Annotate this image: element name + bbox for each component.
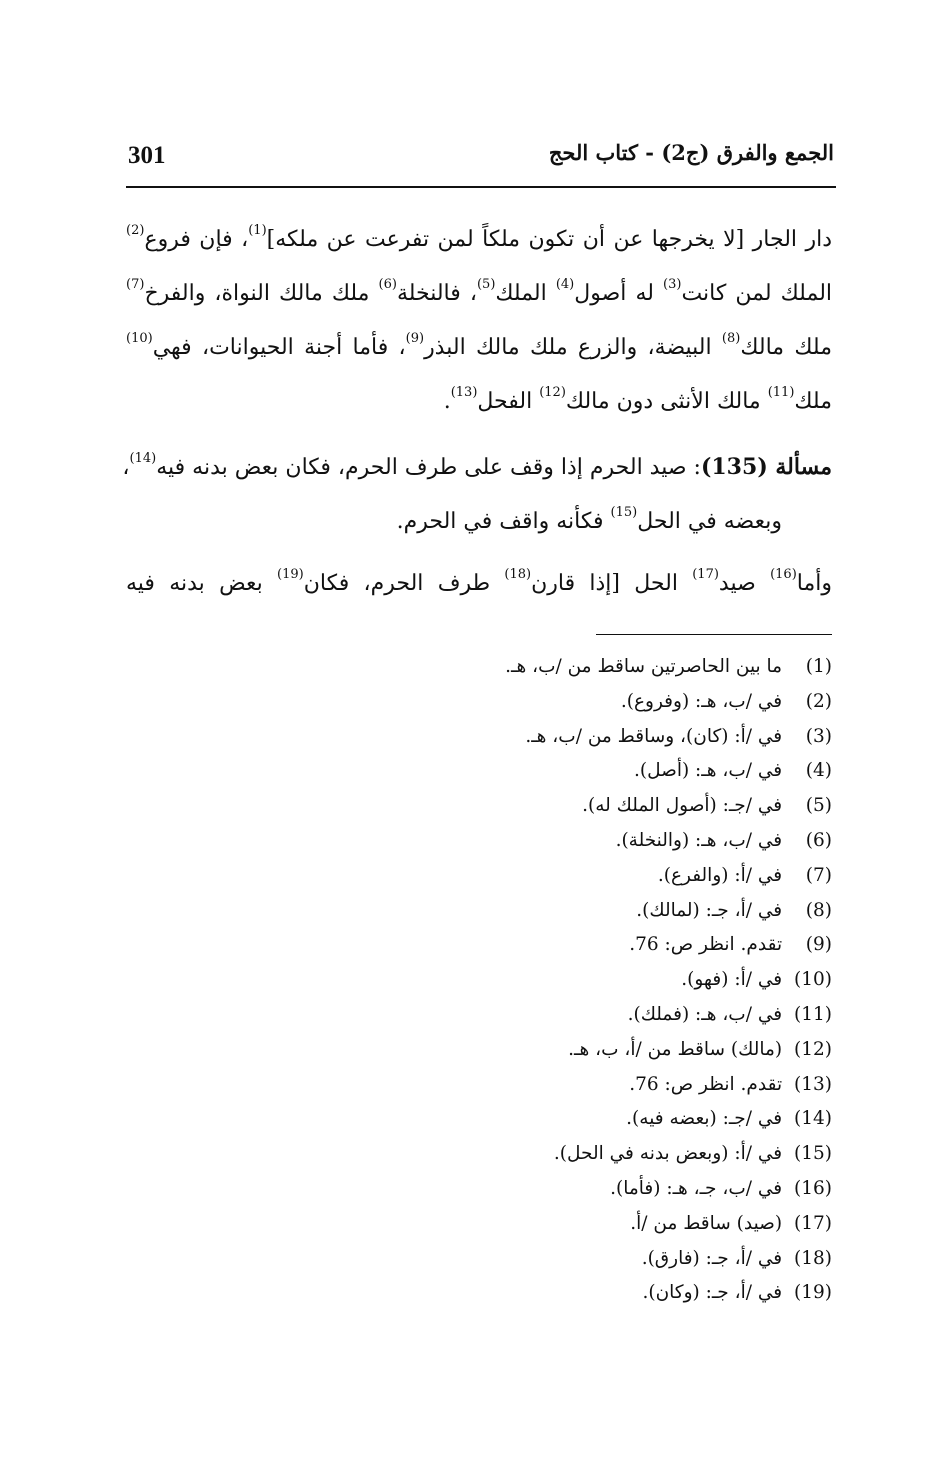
footnote bbox=[126, 1068, 832, 1103]
text-span: ، فأما أجنة الحيوانات، فهي bbox=[152, 335, 406, 360]
paragraph-3 bbox=[126, 548, 832, 602]
footnote-number: (12) bbox=[794, 1038, 832, 1060]
footnote-text: في /جـ: (أصول الملك له). bbox=[582, 795, 783, 817]
footnote-text: في /ب، هـ: (أصل). bbox=[634, 760, 783, 782]
footnote-number: (13) bbox=[794, 1073, 832, 1095]
footnote-number: (7) bbox=[805, 864, 832, 886]
footnote bbox=[126, 1102, 832, 1137]
text-span: الملك لمن كانت bbox=[681, 281, 833, 306]
footnote-ref: (19) bbox=[277, 567, 304, 582]
footnote bbox=[126, 1207, 832, 1242]
text-line bbox=[126, 204, 832, 258]
footnote-ref: (18) bbox=[504, 567, 532, 582]
running-title: الجمع والفرق (ج2) - كتاب الحج bbox=[548, 140, 834, 165]
header-divider bbox=[126, 186, 836, 188]
footnote bbox=[126, 1033, 832, 1068]
text-line bbox=[126, 258, 832, 312]
footnote-ref: (9) bbox=[405, 331, 425, 346]
footnote-ref: (3) bbox=[663, 277, 682, 292]
footnote-text: في /أ: (كان)، وساقط من /ب، هـ. bbox=[525, 725, 783, 747]
masala-label: مسألة (135) bbox=[700, 454, 832, 480]
text-span: . bbox=[443, 389, 451, 414]
text-span: ، bbox=[122, 455, 130, 480]
footnote-ref: (8) bbox=[721, 331, 741, 346]
footnote-number: (6) bbox=[805, 829, 832, 851]
footnote-number: (10) bbox=[794, 969, 832, 991]
footnote-number: (15) bbox=[794, 1143, 832, 1165]
text-span: ملك مالك bbox=[740, 335, 832, 360]
text-span: فكأنه واقف في الحرم. bbox=[396, 509, 611, 534]
text-span: وبعضه في الحل bbox=[637, 509, 782, 534]
footnote bbox=[126, 754, 832, 789]
paragraph-masala-135 bbox=[122, 432, 832, 540]
footnote-ref: (2) bbox=[126, 223, 145, 238]
text-span: له أصول bbox=[574, 281, 664, 306]
footnote bbox=[126, 859, 832, 894]
footnote bbox=[126, 1172, 832, 1207]
footnote-text: في /أ، جـ: (فارق). bbox=[641, 1247, 783, 1269]
footnote-text: في /ب، جـ، هـ: (فأما). bbox=[610, 1177, 783, 1199]
text-span: مالك الأنثى دون مالك bbox=[565, 389, 768, 414]
footnote-number: (4) bbox=[805, 760, 832, 782]
footnote-number: (2) bbox=[805, 690, 832, 712]
text-span: الفحل bbox=[477, 389, 540, 414]
text-span: الملك bbox=[495, 281, 556, 306]
footnote-text: في /أ: (والفرع). bbox=[657, 864, 783, 886]
footnote-text: تقدم. انظر ص: 76. bbox=[629, 1073, 783, 1095]
text-line bbox=[122, 432, 832, 486]
footnote-text: في /ب، هـ: (وفروع). bbox=[620, 690, 783, 712]
footnote bbox=[126, 720, 832, 755]
footnote-ref: (16) bbox=[770, 567, 797, 582]
footnote-number: (5) bbox=[805, 795, 832, 817]
footnote-text: تقدم. انظر ص: 76. bbox=[629, 934, 783, 956]
footnote-text: في /أ: (فهو). bbox=[681, 969, 783, 991]
footnote-number: (3) bbox=[805, 725, 832, 747]
page-number: 301 bbox=[128, 142, 166, 169]
footnote-number: (8) bbox=[805, 899, 832, 921]
footnotes-list bbox=[126, 650, 832, 1311]
text-span: ملك مالك النواة، والفرخ bbox=[144, 281, 379, 306]
footnote-ref: (7) bbox=[126, 277, 145, 292]
footnote-text: في /أ، جـ: (وكان). bbox=[642, 1282, 783, 1304]
text-span: : صيد الحرم إذا وقف على طرف الحرم، فكان بعض بدنه فيه bbox=[156, 455, 701, 480]
footnote-divider bbox=[596, 634, 832, 635]
text-span: الحل [إذا قارن bbox=[531, 571, 693, 596]
text-span: دار الجار [لا يخرجها عن أن تكون ملكاً لمن تفرعت عن ملكه] bbox=[266, 227, 832, 252]
footnote-text: في /أ، جـ: (لمالك). bbox=[636, 899, 783, 921]
footnote bbox=[126, 650, 832, 685]
text-line bbox=[126, 548, 832, 602]
footnote-text: (مالك) ساقط من /أ، ب، هـ. bbox=[568, 1038, 783, 1060]
text-span: ، فالنخلة bbox=[396, 281, 477, 306]
footnote-ref: (4) bbox=[555, 277, 575, 292]
text-span: وأما bbox=[796, 571, 832, 596]
paragraph-1 bbox=[126, 204, 832, 420]
footnote-text: في /أ: (وبعض بدنه في الحل). bbox=[553, 1143, 783, 1165]
text-span: ملك bbox=[794, 389, 832, 414]
footnote-number: (9) bbox=[805, 934, 832, 956]
footnote-number: (16) bbox=[794, 1177, 832, 1199]
footnote-ref: (10) bbox=[126, 331, 153, 346]
footnote-text: في /ب، هـ: (فملك). bbox=[627, 1003, 783, 1025]
footnote-ref: (15) bbox=[610, 505, 638, 520]
text-span: ، فإن فروع bbox=[144, 227, 249, 252]
footnote-ref: (14) bbox=[129, 451, 157, 466]
footnote-ref: (6) bbox=[378, 277, 397, 292]
footnote bbox=[126, 1276, 832, 1311]
footnote-text: ما بين الحاصرتين ساقط من /ب، هـ. bbox=[505, 656, 783, 677]
footnote-number: (11) bbox=[794, 1003, 832, 1025]
footnote-number: (19) bbox=[794, 1282, 832, 1304]
text-span: بعض بدنه فيه bbox=[126, 571, 278, 596]
footnote bbox=[126, 685, 832, 720]
footnote bbox=[126, 824, 832, 859]
text-line bbox=[126, 312, 832, 366]
footnote bbox=[126, 963, 832, 998]
page-header bbox=[128, 138, 834, 186]
footnote bbox=[126, 789, 832, 824]
footnote-ref: (11) bbox=[767, 385, 795, 400]
footnote-ref: (12) bbox=[539, 385, 566, 400]
footnote-ref: (1) bbox=[248, 223, 267, 238]
footnote-text: (صيد) ساقط من /أ. bbox=[630, 1212, 783, 1234]
footnote bbox=[126, 998, 832, 1033]
footnote-ref: (17) bbox=[692, 567, 719, 582]
footnote bbox=[126, 1242, 832, 1277]
text-span: صيد bbox=[718, 571, 771, 596]
text-line bbox=[126, 486, 832, 540]
footnote-number: (1) bbox=[805, 656, 832, 677]
footnote-ref: (5) bbox=[476, 277, 496, 292]
footnote-number: (14) bbox=[794, 1108, 832, 1130]
footnote-number: (17) bbox=[794, 1212, 832, 1234]
footnote-text: في /جـ: (بعضه فيه). bbox=[626, 1108, 783, 1130]
text-span: البيضة، والزرع ملك مالك البذر bbox=[424, 335, 722, 360]
footnote-ref: (13) bbox=[450, 385, 478, 400]
footnote bbox=[126, 894, 832, 929]
text-line bbox=[126, 366, 832, 420]
footnote bbox=[126, 1137, 832, 1172]
footnote-text: في /ب، هـ: (والنخلة). bbox=[615, 829, 783, 851]
footnote bbox=[126, 928, 832, 963]
text-span: طرف الحرم، فكان bbox=[303, 571, 505, 596]
footnote-number: (18) bbox=[794, 1247, 832, 1269]
